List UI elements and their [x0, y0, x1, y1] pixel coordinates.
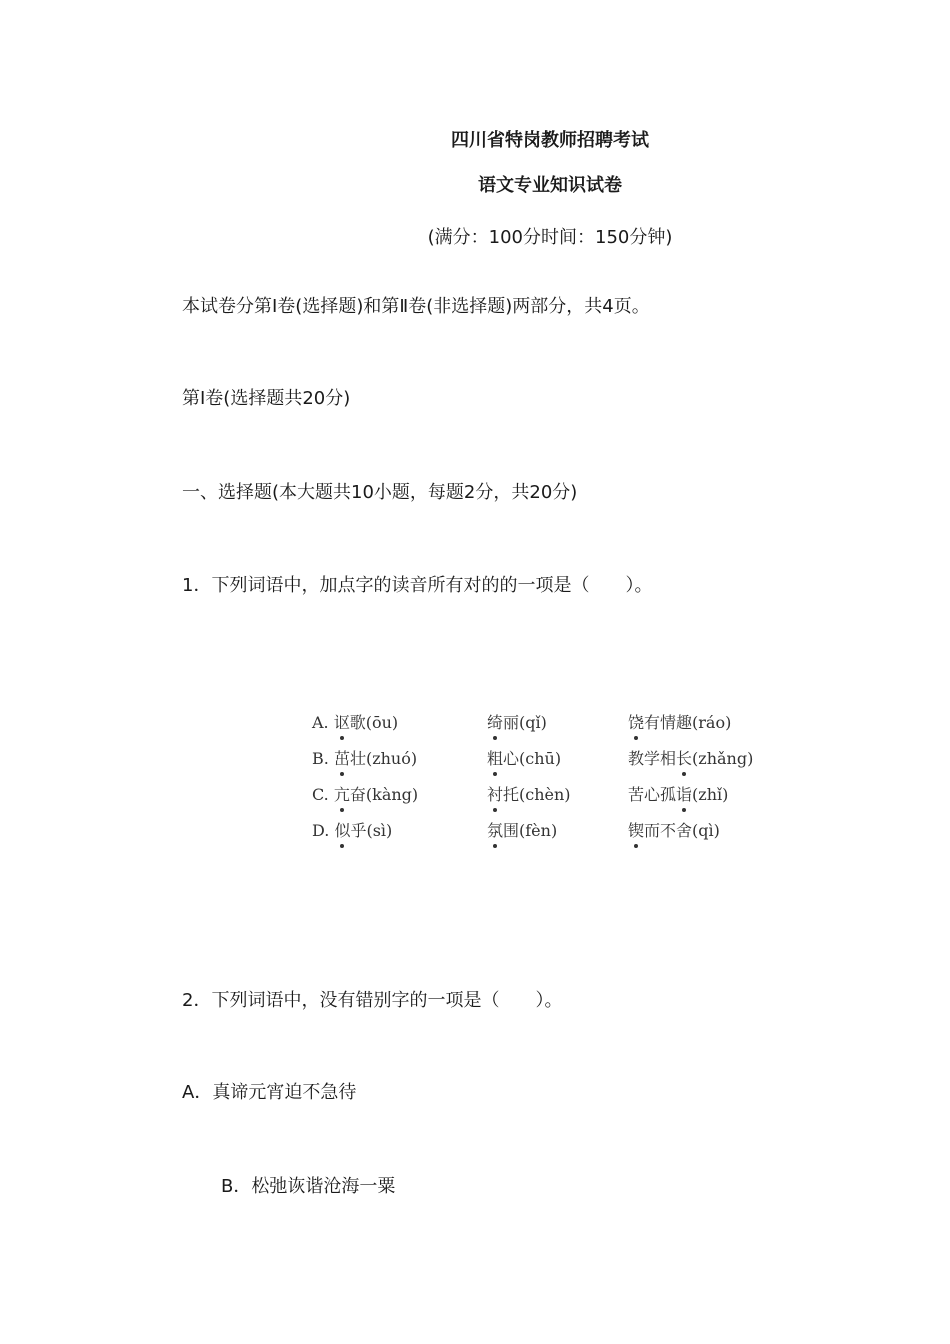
dotted-char: 锲 — [628, 818, 644, 841]
post-text: (zhǎng) — [692, 749, 754, 768]
dotted-char: 粗 — [487, 746, 503, 769]
exam-subtitle: 语文专业知识试卷 — [478, 175, 622, 196]
question-1-options — [312, 710, 782, 854]
option-cell — [487, 746, 561, 769]
option-label: D. — [312, 821, 330, 840]
dotted-char: 亢 — [334, 782, 350, 805]
dotted-char: 茁 — [334, 746, 350, 769]
dotted-char: 饶 — [628, 710, 644, 733]
dotted-char: 似 — [334, 818, 350, 841]
option-cell — [312, 782, 418, 805]
option-label: A. — [312, 713, 329, 732]
option-cell — [312, 818, 392, 841]
option-cell — [628, 710, 731, 733]
dotted-char: 长 — [676, 746, 692, 769]
dotted-char: 讴 — [334, 710, 350, 733]
pre-text: 教学相 — [628, 749, 677, 768]
section1-heading: 一、选择题(本大题共10小题，每题2分，共20分) — [182, 482, 578, 503]
option-row-a — [312, 710, 782, 746]
pre-text: 苦心孤 — [628, 785, 677, 804]
option-cell — [487, 710, 547, 733]
option-cell — [312, 746, 417, 769]
option-cell — [487, 818, 557, 841]
option-row-b — [312, 746, 782, 782]
option-row-c — [312, 782, 782, 818]
question-2-option-b: B．松弛诙谐沧海一粟 — [221, 1176, 396, 1197]
post-text: 壮(zhuó) — [349, 749, 418, 768]
post-text: 歌(ōu) — [349, 713, 399, 732]
post-text: 有情趣(ráo) — [644, 713, 732, 732]
question-2-option-a: A．真谛元宵迫不急待 — [182, 1082, 357, 1103]
post-text: 乎(sì) — [350, 821, 393, 840]
post-text: (zhǐ) — [692, 785, 729, 804]
option-cell — [628, 782, 728, 805]
question-1-stem: 1．下列词语中，加点字的读音所有对的的一项是（ ）。 — [182, 575, 653, 596]
dotted-char: 绮 — [487, 710, 503, 733]
post-text: 围(fèn) — [503, 821, 558, 840]
post-text: 奋(kàng) — [349, 785, 419, 804]
dotted-char: 诣 — [676, 782, 692, 805]
part1-heading: 第Ⅰ卷(选择题共20分) — [182, 388, 351, 409]
post-text: 丽(qǐ) — [503, 713, 547, 732]
dotted-char: 氛 — [487, 818, 503, 841]
post-text: 心(chū) — [503, 749, 562, 768]
option-cell — [487, 782, 571, 805]
option-label: C. — [312, 785, 329, 804]
score-info: (满分：100分时间：150分钟) — [427, 227, 673, 248]
post-text: 托(chèn) — [503, 785, 571, 804]
option-cell — [628, 818, 720, 841]
exam-title: 四川省特岗教师招聘考试 — [451, 130, 649, 151]
question-2-stem: 2．下列词语中，没有错别字的一项是（ ）。 — [182, 990, 563, 1011]
dotted-char: 衬 — [487, 782, 503, 805]
post-text: 而不舍(qì) — [644, 821, 720, 840]
exam-intro: 本试卷分第Ⅰ卷(选择题)和第Ⅱ卷(非选择题)两部分，共4页。 — [182, 296, 650, 317]
option-row-d — [312, 818, 782, 854]
option-cell — [312, 710, 398, 733]
option-cell — [628, 746, 753, 769]
option-label: B. — [312, 749, 329, 768]
